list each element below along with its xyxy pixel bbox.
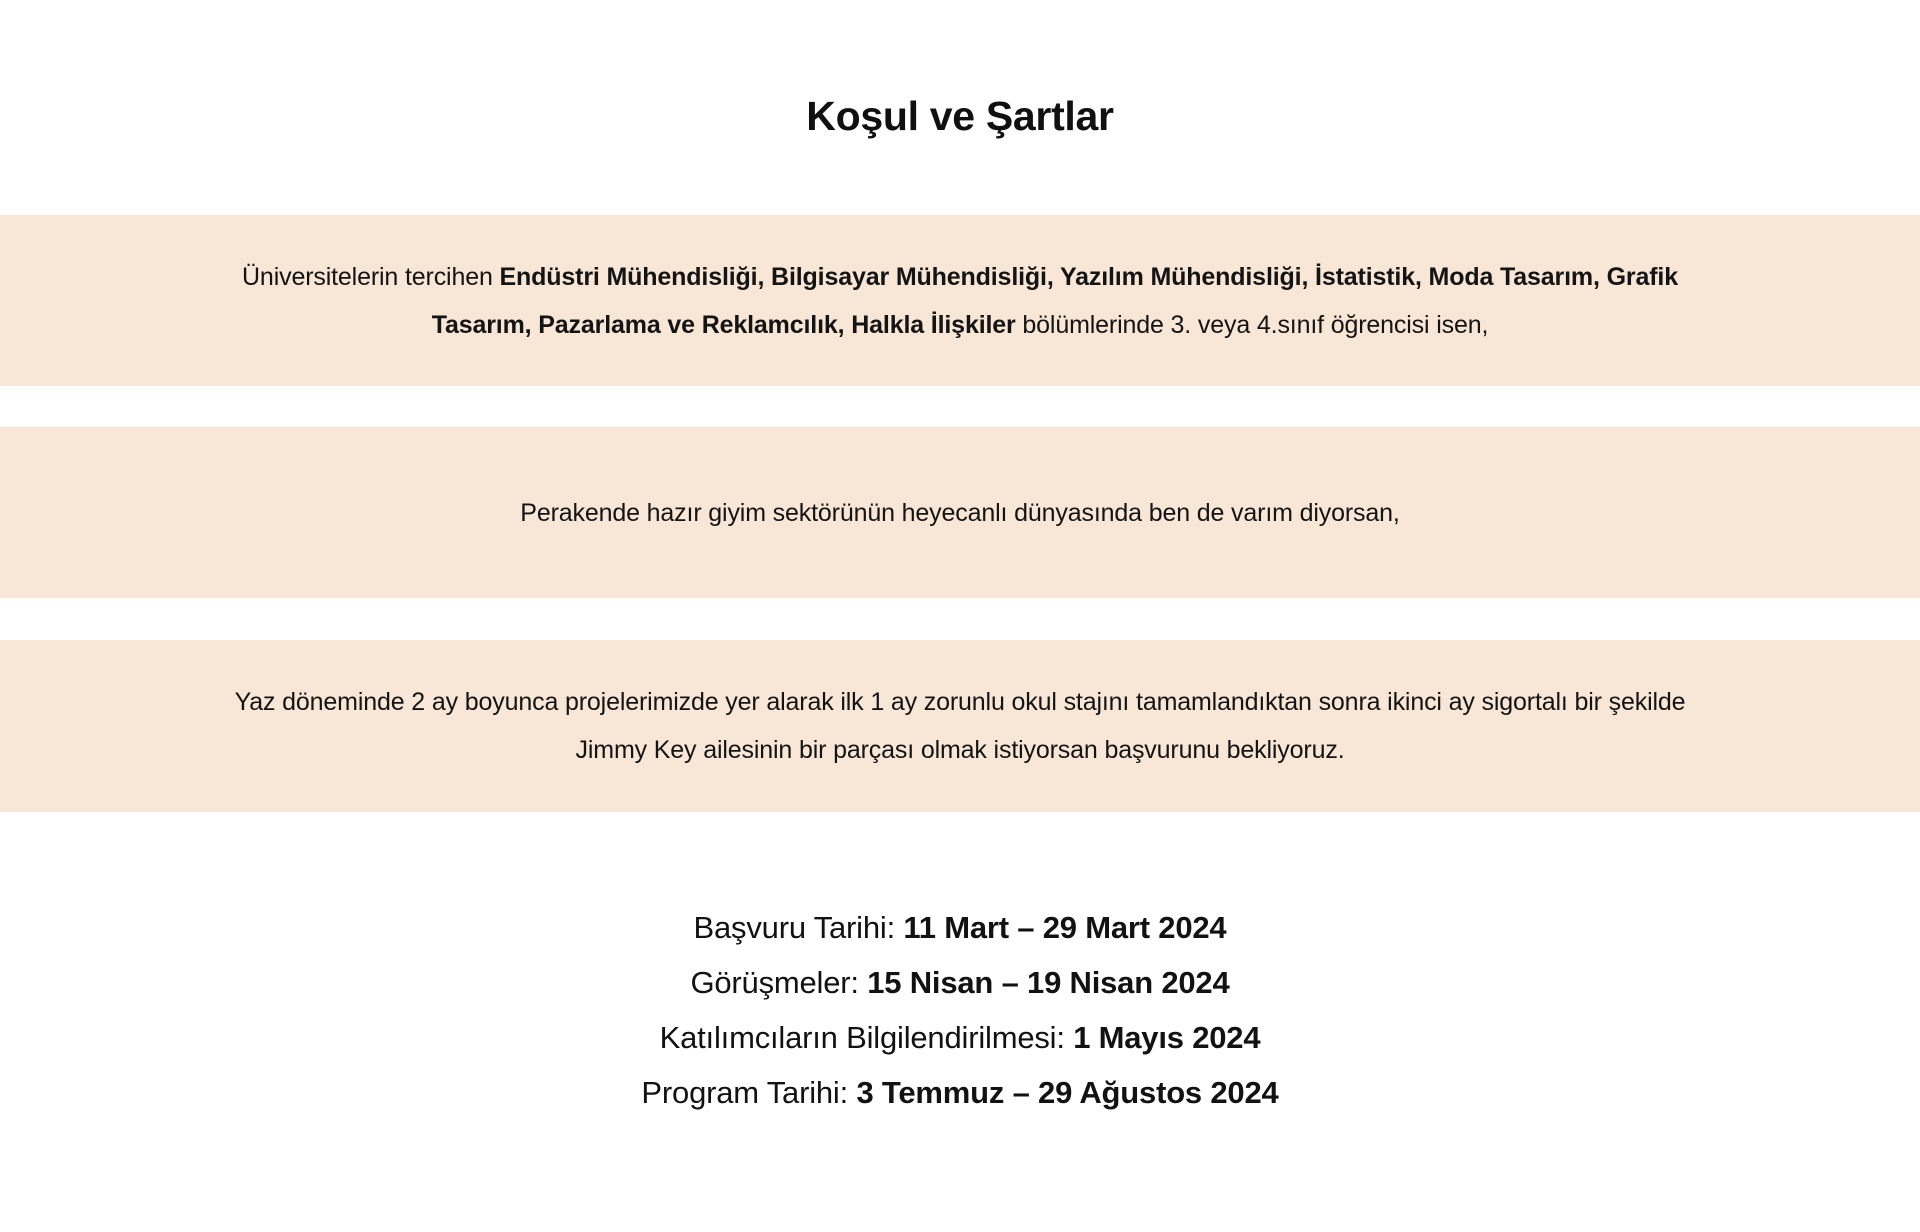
info-band-program-details (0, 640, 1920, 812)
page-title-container (0, 0, 1920, 215)
date-row-notification (0, 1010, 1920, 1065)
emphasis-text: Endüstri Mühendisliği, Bilgisayar Mühendisliği, Yazılım Mühendisliği, İstatistik, Moda Tasarım, Grafik Tasarım, Pazarlama ve Reklamcılık, Halkla İlişkiler (431, 262, 1678, 339)
body-text: Perakende hazır giyim sektörünün heyecanlı dünyasında ben de varım diyorsan, (520, 498, 1400, 527)
date-value-application: 11 Mart – 29 Mart 2024 (903, 910, 1227, 945)
info-band-education-text (220, 253, 1700, 349)
date-label-notification: Katılımcıların Bilgilendirilmesi: (659, 1020, 1065, 1055)
date-label-program: Program Tarihi: (641, 1075, 849, 1110)
date-row-program (0, 1065, 1920, 1120)
date-row-interviews (0, 955, 1920, 1010)
date-value-interviews: 15 Nisan – 19 Nisan 2024 (867, 965, 1230, 1000)
body-text: Üniversitelerin tercihen (242, 262, 500, 291)
page-title: Koşul ve Şartlar (806, 92, 1114, 139)
info-band-motivation-text (500, 489, 1419, 537)
info-band-education (0, 215, 1920, 386)
body-text: bölümlerinde 3. veya 4.sınıf öğrencisi isen, (1015, 310, 1489, 339)
date-label-interviews: Görüşmeler: (690, 965, 859, 1000)
date-value-program: 3 Temmuz – 29 Ağustos 2024 (856, 1075, 1279, 1110)
date-label-application: Başvuru Tarihi: (693, 910, 895, 945)
info-band-motivation (0, 427, 1920, 598)
body-text: Yaz döneminde 2 ay boyunca projelerimizde yer alarak ilk 1 ay zorunlu okul stajını tamamlandıktan sonra ikinci ay sigortalı bir şekilde Jimmy Key ailesinin bir parçası olmak istiyorsan başvurunu bekliyoruz. (234, 688, 1686, 764)
date-row-application (0, 900, 1920, 955)
info-band-program-details-text (195, 678, 1725, 774)
date-value-notification: 1 Mayıs 2024 (1073, 1020, 1261, 1055)
key-dates-list (0, 900, 1920, 1120)
